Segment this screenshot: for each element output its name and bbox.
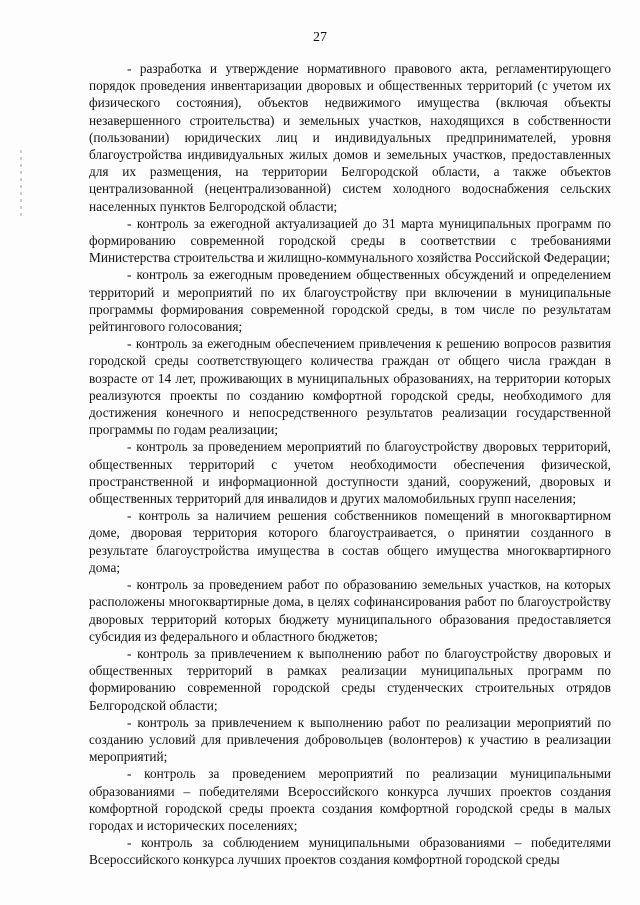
- document-body: [89, 60, 611, 869]
- paragraph: - контроль за ежегодным проведением общественных обсуждений и определением территорий и мероприятий по их благоустройству при включении в муниципальные программы формирования современной городской среды, в том числе по результатам рейтингового голосования;: [89, 267, 611, 335]
- paragraph: - контроль за привлечением к выполнению работ по реализации мероприятий по созданию условий для привлечения добровольцев (волонтеров) к участию в реализации мероприятий;: [89, 714, 611, 765]
- paragraph: - контроль за соблюдением муниципальными образованиями – победителями Всероссийского конкурса лучших проектов создания комфортной городской среды: [89, 835, 611, 868]
- paragraph: - контроль за наличием решения собственников помещений в многоквартирном доме, дворовая территория которого благоустраивается, о принятии созданного в результате благоустройства имущества в состав общего имущества многоквартирного дома;: [89, 508, 611, 575]
- paragraph: - контроль за проведением работ по образованию земельных участков, на которых расположены многоквартирные дома, в целях софинансирования работ по благоустройству дворовых территорий которых бюджету муниципального образования предоставляется субсидия из федерального и областного бюджетов;: [89, 577, 611, 644]
- paragraph: - контроль за ежегодным обеспечением привлечения к решению вопросов развития городской среды соответствующего количества граждан от общего числа граждан в возрасте от 14 лет, проживающих в муниципальных образованиях, на территории которых реализуются проекты по созданию комфортной городской среды, необходимого для достижения конечного и непосредственного результатов реализации государственной программы по годам реализации;: [89, 336, 611, 438]
- paragraph: - разработка и утверждение нормативного правового акта, регламентирующего порядок проведения инвентаризации дворовых и общественных территорий (с учетом их физического состояния), объектов недвижимого имущества (включая объекты незавершенного строительства) и земельных участков, находящихся в собственности (пользовании) юридических лиц и индивидуальных предпринимателей, уровня благоустройства индивидуальных жилых домов и земельных участков, предоставленных для их размещения, на территории Белгородской области, а также объектов централизованной (нецентрализованной) систем холодного водоснабжения сельских населенных пунктов Белгородской области;: [89, 61, 611, 214]
- binding-hole-marks: [20, 150, 22, 220]
- paragraph: - контроль за привлечением к выполнению работ по благоустройству дворовых и общественных территорий в рамках реализации муниципальных программ по формированию современной городской среды студенческих строительных отрядов Белгородской области;: [89, 645, 611, 713]
- paragraph: - контроль за ежегодной актуализацией до 31 марта муниципальных программ по формированию современной городской среды в соответствии с требованиями Министерства строительства и жилищно-коммунального хозяйства Российской Федерации;: [89, 215, 611, 266]
- page-number: 27: [313, 30, 327, 45]
- paragraph: - контроль за проведением мероприятий по благоустройству дворовых территорий, общественных территорий с учетом необходимости обеспечения физической, пространственной и информационной доступности зданий, сооружений, дворовых и общественных территорий для инвалидов и других маломобильных групп населения;: [89, 439, 611, 507]
- paragraph: - контроль за проведением мероприятий по реализации муниципальными образованиями – победителями Всероссийского конкурса лучших проектов создания комфортной городской среды проекта создания комфортной городской среды в малых городах и исторических поселениях;: [89, 766, 611, 833]
